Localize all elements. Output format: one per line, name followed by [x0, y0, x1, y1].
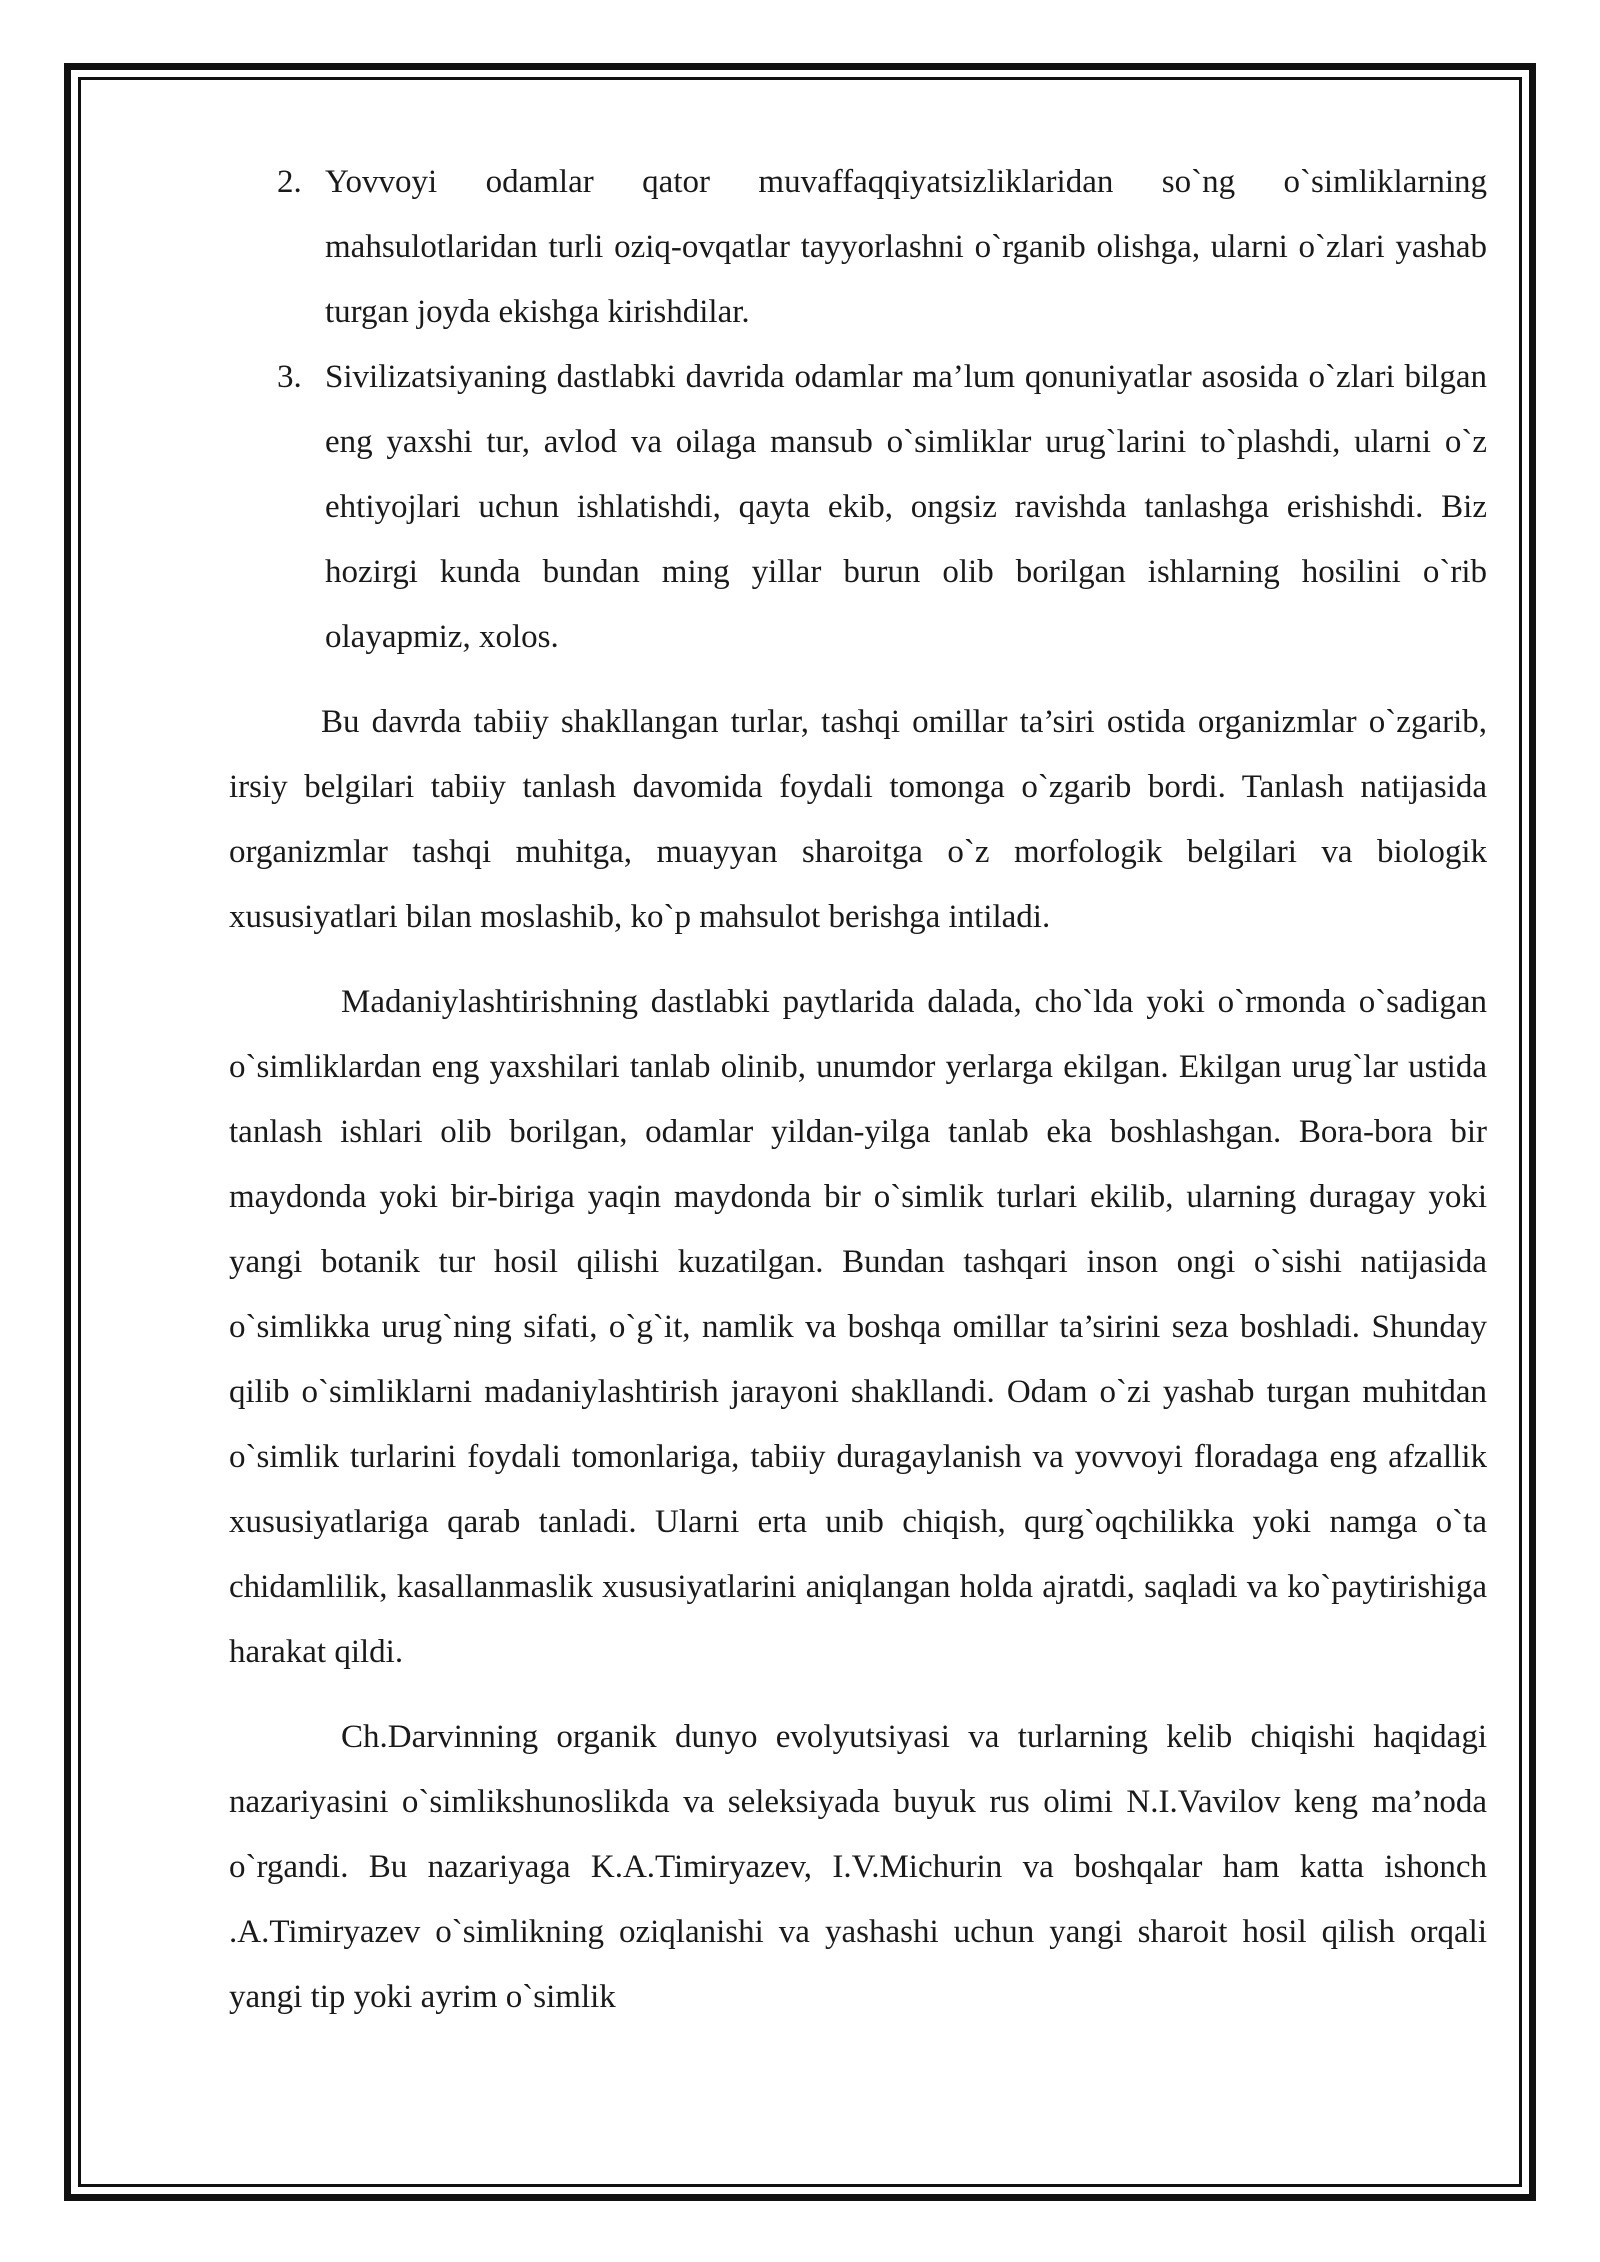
paragraph: Ch.Darvinning organik dunyo evolyutsiyasi va turlarning kelib chiqishi haqidagi nazariyasini o`simlikshunoslikda va seleksiyada buyuk rus olimi N.I.Vavilov keng ma’noda o`rgandi. Bu nazariyaga K.A.Timiryazev, I.V.Michurin va boshqalar ham katta ishonch .A.Timiryazev o`simlikning oziqlanishi va yashashi uchun yangi sharoit hosil qilish orqali yangi tip yoki ayrim o`simlik: [229, 1719, 1487, 2015]
list-item-text: Sivilizatsiyaning dastlabki davrida odamlar ma’lum qonuniyatlar asosida o`zlari bilgan eng yaxshi tur, avlod va oilaga mansub o`simliklar urug`larini to`plashdi, ularni o`z ehtiyojlari uchun ishlatishdi, qayta ekib, ongsiz ravishda tanlashga erishishdi. Biz hozirgi kunda bundan ming yillar burun olib borilgan ishlarning hosilini o`rib olayapmiz, xolos.: [325, 359, 1487, 655]
numbered-list: [229, 150, 1487, 670]
paragraph: Madaniylashtirishning dastlabki paytlarida dalada, cho`lda yoki o`rmonda o`sadigan o`simliklardan eng yaxshilari tanlab olinib, unumdor yerlarga ekilgan. Ekilgan urug`lar ustida tanlash ishlari olib borilgan, odamlar yildan-yilga tanlab eka boshlashgan. Bora-bora bir maydonda yoki bir-biriga yaqin maydonda bir o`simlik turlari ekilib, ularning duragay yoki yangi botanik tur hosil qilishi kuzatilgan. Bundan tashqari inson ongi o`sishi natijasida o`simlikka urug`ning sifati, o`g`it, namlik va boshqa omillar ta’sirini seza boshladi. Shunday qilib o`simliklarni madaniylashtirish jarayoni shakllandi. Odam o`zi yashab turgan muhitdan o`simlik turlarini foydali tomonlariga, tabiiy duragaylanish va yovvoyi floradaga eng afzallik xususiyatlariga qarab tanladi. Ularni erta unib chiqish, qurg`oqchilikka yoki namga o`ta chidamlilik, kasallanmaslik xususiyatlarini aniqlangan holda ajratdi, saqladi va ko`paytirishiga harakat qildi.: [229, 984, 1487, 1670]
document-body: [229, 150, 1487, 2030]
list-item: [229, 150, 1487, 345]
list-item-number: 3.: [277, 359, 302, 395]
list-item-number: 2.: [277, 164, 302, 200]
list-item-text: Yovvoyi odamlar qator muvaffaqqiyatsizliklaridan so`ng o`simliklarning mahsulotlaridan turli oziq-ovqatlar tayyorlashni o`rganib olishga, ularni o`zlari yashab turgan joyda ekishga kirishdilar.: [325, 164, 1487, 330]
list-item: [229, 345, 1487, 670]
paragraph: Bu davrda tabiiy shakllangan turlar, tashqi omillar ta’siri ostida organizmlar o`zgarib, irsiy belgilari tabiiy tanlash davomida foydali tomonga o`zgarib bordi. Tanlash natijasida organizmlar tashqi muhitga, muayyan sharoitga o`z morfologik belgilari va biologik xususiyatlari bilan moslashib, ko`p mahsulot berishga intiladi.: [229, 704, 1487, 935]
